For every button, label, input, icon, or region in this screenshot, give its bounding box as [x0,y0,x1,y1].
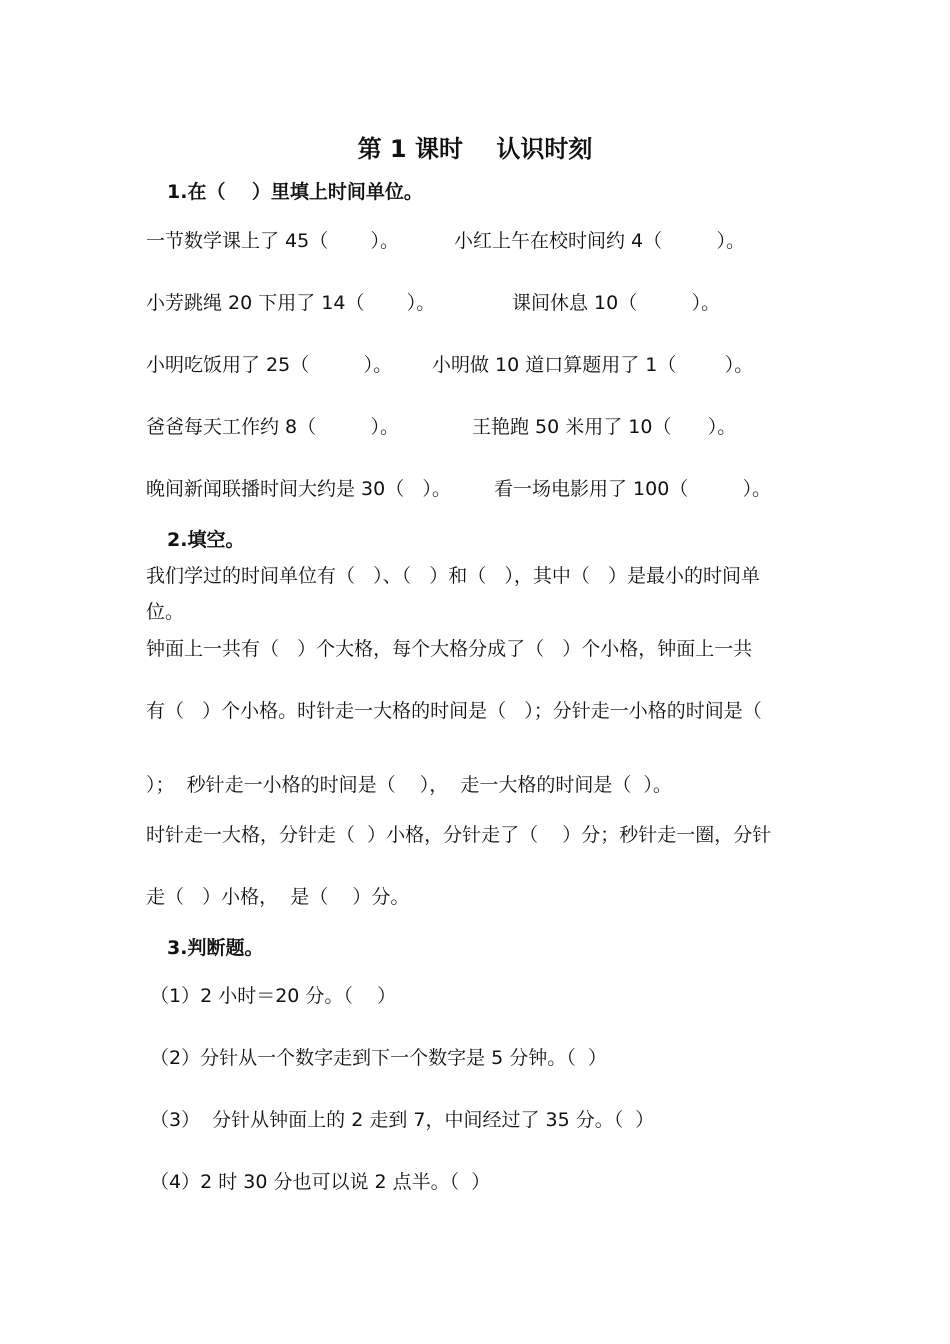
fill-item: 看一场电影用了 100（ ）。 [494,478,772,500]
fill-item: 小芳跳绳 20 下用了 14（ ）。 [146,292,436,314]
section-1-row [146,229,816,253]
fill-item: 一节数学课上了 45（ ）。 [146,230,399,252]
fill-item: 晚间新闻联播时间大约是 30（ ）。 [146,478,451,500]
section-1-row [146,415,816,439]
lesson-title: 第 1 课时 认识时刻 [357,135,593,163]
judgment-item: （4）2 时 30 分也可以说 2 点半。（ ） [150,1171,491,1193]
section-1-row [146,353,816,377]
fill-item: 小明做 10 道口算题用了 1（ ）。 [432,354,754,376]
fill-line: 走（ ）小格， 是（ ）分。 [146,886,410,908]
fill-line: 钟面上一共有（ ）个大格，每个大格分成了（ ）个小格，钟面上一共 [146,638,753,660]
section-1-row [146,477,816,501]
section-1-heading: 1.在（ ）里填上时间单位。 [167,181,423,203]
section-2-heading: 2.填空。 [167,529,245,551]
fill-item: 小红上午在校时间约 4（ ）。 [454,230,745,252]
fill-line: 有（ ）个小格。时针走一大格的时间是（ ）；分针走一小格的时间是（ [146,700,762,722]
judgment-item: （3） 分针从钟面上的 2 走到 7，中间经过了 35 分。（ ） [150,1109,655,1131]
section-3-heading: 3.判断题。 [167,937,264,959]
fill-item: 课间休息 10（ ）。 [512,292,721,314]
fill-item: 小明吃饭用了 25（ ）。 [146,354,393,376]
fill-item: 王艳跑 50 米用了 10（ ）。 [472,416,737,438]
fill-line: ）； 秒针走一小格的时间是（ ）， 走一大格的时间是（ ）。 [146,774,672,796]
fill-item: 爸爸每天工作约 8（ ）。 [146,416,399,438]
section-1-row [146,291,816,315]
judgment-item: （1）2 小时＝20 分。（ ） [150,985,397,1007]
fill-line: 位。 [146,601,185,623]
judgment-item: （2）分针从一个数字走到下一个数字是 5 分钟。（ ） [150,1047,607,1069]
fill-line: 我们学过的时间单位有（ ）、（ ）和（ ），其中（ ）是最小的时间单 [146,565,760,587]
fill-line: 时针走一大格，分针走（ ）小格，分针走了（ ）分；秒针走一圈，分针 [146,824,772,846]
